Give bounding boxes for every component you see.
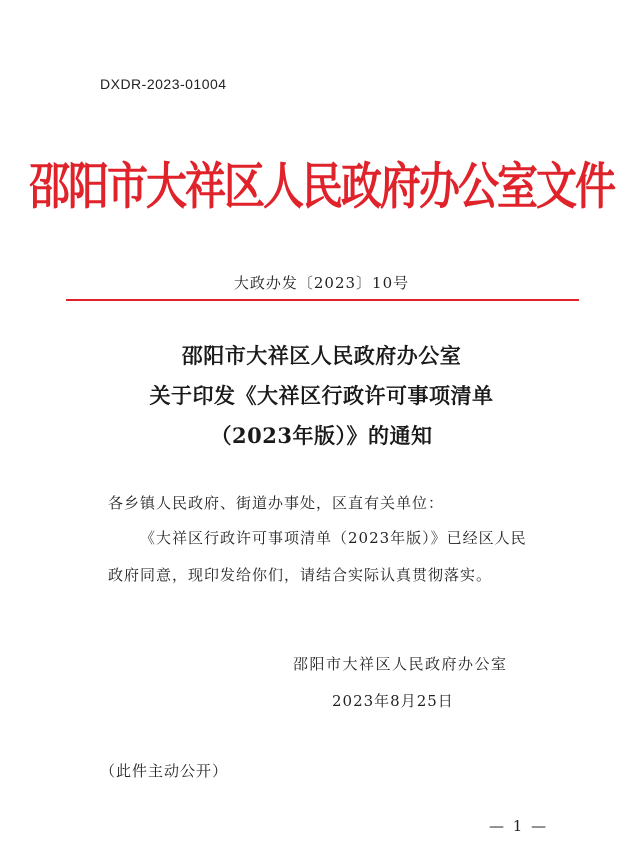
document-code: DXDR-2023-01004 <box>100 76 227 92</box>
masthead-title: 邵阳市大祥区人民政府办公室文件 <box>29 157 614 216</box>
issuing-office-signature: 邵阳市大祥区人民政府办公室 <box>293 655 508 673</box>
disclosure-note: （此件主动公开） <box>100 762 229 780</box>
page-number: — 1 — <box>489 817 549 835</box>
title-line-3: （2023年版）》的通知 <box>210 423 433 448</box>
title-line-2: 关于印发《大祥区行政许可事项清单 <box>149 383 494 408</box>
body-paragraph-line-2: 政府同意，现印发给你们，请结合实际认真贯彻落实。 <box>108 566 493 584</box>
title-line-1: 邵阳市大祥区人民政府办公室 <box>181 343 462 368</box>
red-divider-line <box>66 299 579 301</box>
document-number: 大政办发〔2023〕10号 <box>233 274 410 292</box>
body-paragraph-line-1: 《大祥区行政许可事项清单（2023年版）》已经区人民 <box>140 529 527 547</box>
notice-title <box>0 336 643 456</box>
addressee-line: 各乡镇人民政府、街道办事处，区直有关单位： <box>108 494 445 512</box>
issue-date: 2023年8月25日 <box>332 692 454 710</box>
